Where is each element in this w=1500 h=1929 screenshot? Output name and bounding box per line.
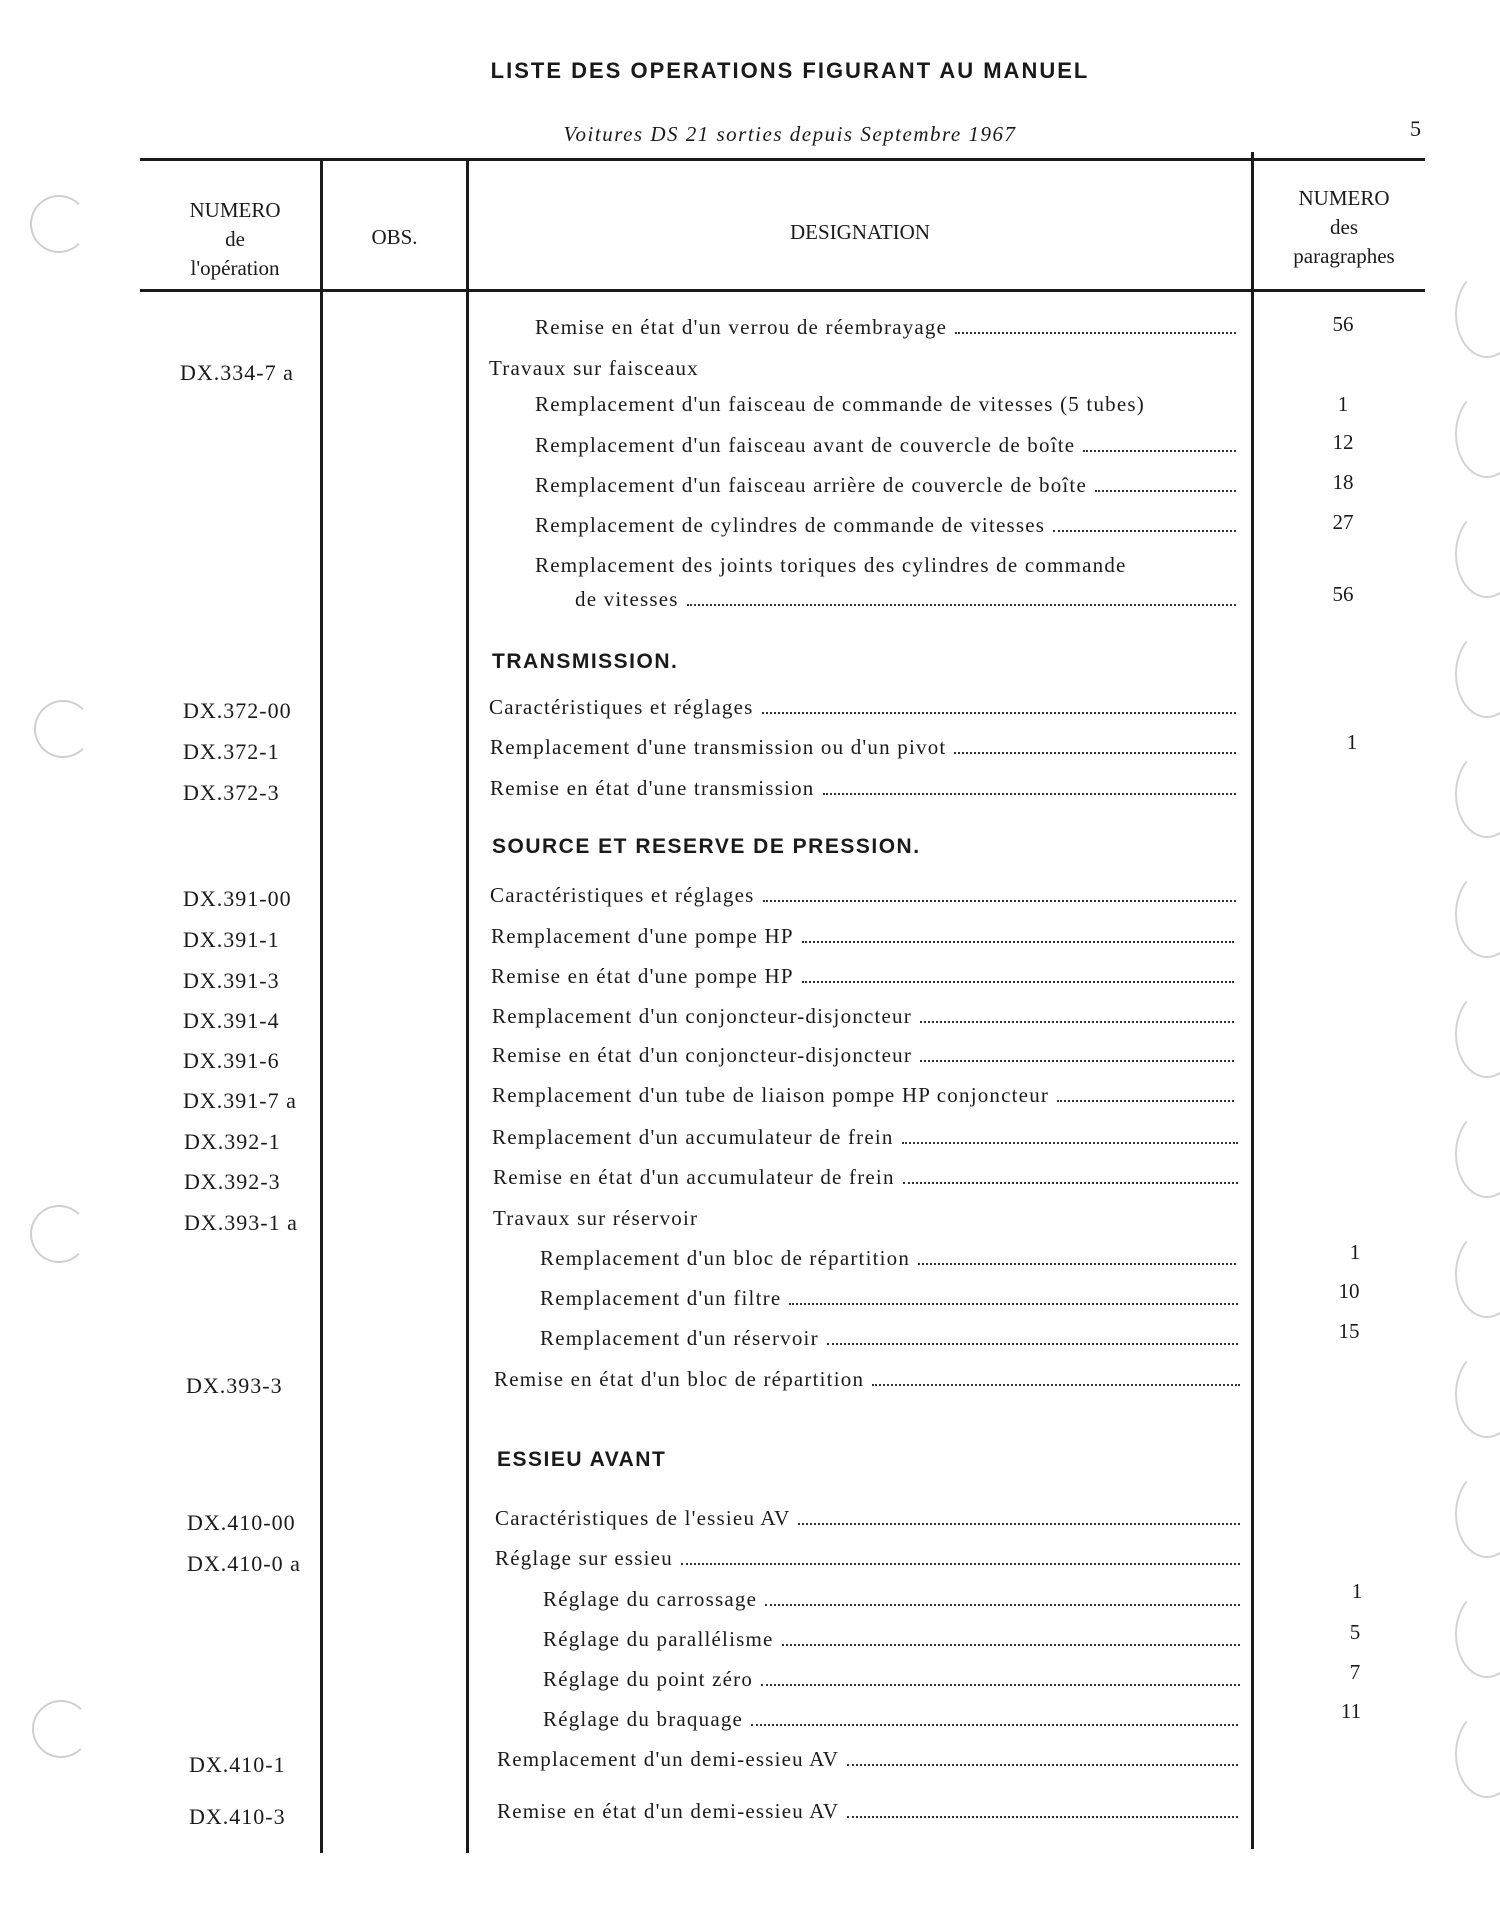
designation: Remise en état d'un demi-essieu AV: [497, 1799, 840, 1823]
designation: Remise en état d'une transmission: [490, 776, 815, 800]
designation: Réglage du braquage: [543, 1707, 744, 1731]
leader-dots: [789, 1303, 1238, 1305]
designation: Remplacement des joints toriques des cylindres de commande: [535, 553, 1127, 577]
operation-number: DX.392-3: [184, 1169, 281, 1194]
designation: Remplacement de cylindres de commande de vitesses: [535, 513, 1046, 537]
binder-hole: [1455, 630, 1500, 718]
header-operation-number: [150, 196, 320, 283]
binder-hole: [1455, 990, 1500, 1078]
operation-number: DX.391-3: [183, 968, 280, 993]
operation-number: DX.372-3: [183, 780, 280, 805]
paragraph-number: 56: [1332, 582, 1354, 606]
operation-number: DX.410-0 a: [187, 1551, 301, 1576]
table-row: [492, 1125, 1240, 1150]
operation-number: DX.393-3: [186, 1373, 283, 1398]
designation: Remplacement d'un bloc de répartition: [540, 1246, 911, 1270]
table-row: [575, 587, 1238, 612]
header-line: des: [1330, 215, 1358, 239]
table-row: [494, 1367, 1242, 1392]
operation-number: DX.392-1: [184, 1129, 281, 1154]
header-line: de: [225, 227, 245, 251]
table-row: [492, 1083, 1236, 1108]
designation: Travaux sur faisceaux: [489, 356, 699, 380]
leader-dots: [1057, 1100, 1234, 1102]
table-row: [489, 695, 1238, 720]
designation: Caractéristiques de l'essieu AV: [495, 1506, 791, 1530]
designation: Remise en état d'une pompe HP: [491, 964, 794, 988]
leader-dots: [920, 1021, 1234, 1023]
leader-dots: [761, 1684, 1240, 1686]
section-heading: SOURCE ET RESERVE DE PRESSION.: [492, 835, 921, 858]
table-row: [543, 1667, 1242, 1692]
table-row: [495, 1506, 1242, 1531]
leader-dots: [847, 1816, 1238, 1818]
header-obs: OBS.: [371, 225, 418, 249]
leader-dots: [1095, 490, 1236, 492]
section-heading: ESSIEU AVANT: [497, 1448, 667, 1471]
operation-number: DX.391-4: [183, 1008, 280, 1033]
table-row: [495, 1546, 1242, 1571]
table-row: [490, 735, 1238, 760]
leader-dots: [751, 1724, 1238, 1726]
binder-hole: [1455, 1230, 1500, 1318]
table-row: [492, 1004, 1236, 1029]
leader-dots: [802, 941, 1234, 943]
page-number: 5: [1410, 116, 1421, 141]
designation: Réglage du parallélisme: [543, 1627, 774, 1651]
binder-hole: [1455, 750, 1500, 838]
leader-dots: [872, 1384, 1240, 1386]
leader-dots: [1083, 450, 1236, 452]
binder-hole: [1455, 1590, 1500, 1678]
operation-number: DX.372-1: [183, 739, 280, 764]
table-row: [493, 1165, 1240, 1190]
leader-dots: [802, 981, 1234, 983]
table-row: [535, 315, 1238, 340]
header-line: paragraphes: [1293, 244, 1395, 268]
operation-number: DX.391-00: [183, 886, 292, 911]
header-line: NUMERO: [1298, 186, 1390, 210]
designation: Caractéristiques et réglages: [489, 695, 754, 719]
binder-hole: [1455, 270, 1500, 358]
designation: Remise en état d'un accumulateur de frein: [493, 1165, 895, 1189]
designation: Caractéristiques et réglages: [490, 883, 755, 907]
leader-dots: [955, 332, 1236, 334]
operation-number: DX.410-00: [187, 1510, 296, 1535]
column-divider: [466, 158, 469, 1853]
leader-dots: [902, 1142, 1238, 1144]
operation-number: DX.391-7 a: [183, 1088, 297, 1113]
leader-dots: [782, 1644, 1240, 1646]
table-row: [491, 964, 1236, 989]
header-line: NUMERO: [189, 198, 281, 222]
table-row: [543, 1587, 1242, 1612]
header-designation: DESIGNATION: [790, 220, 930, 244]
table-row: [543, 1707, 1240, 1732]
designation-continued: de vitesses: [575, 587, 679, 611]
leader-dots: [687, 604, 1236, 606]
paragraph-number: 56: [1332, 312, 1354, 336]
binder-hole: [1455, 1710, 1500, 1798]
designation: Remplacement d'un conjoncteur-disjoncteur: [492, 1004, 912, 1028]
designation: Travaux sur réservoir: [493, 1206, 699, 1230]
table-row: [490, 883, 1238, 908]
table-row: [535, 392, 1242, 417]
binder-hole: [1455, 1350, 1500, 1438]
designation: Remplacement d'une pompe HP: [491, 924, 794, 948]
operation-number: DX.391-6: [183, 1048, 280, 1073]
operation-number: DX.393-1 a: [184, 1210, 298, 1235]
table-top-rule: [140, 158, 1425, 161]
leader-dots: [903, 1182, 1238, 1184]
operation-number: DX.334-7 a: [180, 360, 294, 385]
binder-hole: [1455, 1470, 1500, 1558]
table-row: [540, 1286, 1240, 1311]
designation: Remplacement d'un faisceau avant de couvercle de boîte: [535, 433, 1076, 457]
operation-number: DX.391-1: [183, 927, 280, 952]
leader-dots: [954, 752, 1236, 754]
table-row: [492, 1043, 1236, 1068]
paragraph-number: 1: [1337, 392, 1349, 416]
designation: Remplacement d'un faisceau de commande de vitesses (5 tubes): [535, 392, 1145, 416]
designation: Remplacement d'un accumulateur de frein: [492, 1125, 894, 1149]
leader-dots: [827, 1343, 1238, 1345]
table-row: [543, 1627, 1242, 1652]
designation: Remplacement d'un demi-essieu AV: [497, 1747, 840, 1771]
binder-hole: [32, 1700, 90, 1758]
designation: Remplacement d'une transmission ou d'un pivot: [490, 735, 947, 759]
paragraph-number: 15: [1338, 1319, 1360, 1343]
table-row: [497, 1799, 1240, 1824]
paragraph-number: 12: [1332, 430, 1354, 454]
binder-hole: [34, 700, 92, 758]
table-header-rule: [140, 289, 1425, 292]
table-row: [535, 473, 1238, 498]
paragraph-number: 1: [1351, 1579, 1363, 1603]
column-divider: [320, 158, 323, 1853]
paragraph-number: 1: [1346, 730, 1358, 754]
table-row: [490, 776, 1238, 801]
leader-dots: [762, 712, 1237, 714]
designation: Remplacement d'un tube de liaison pompe HP conjoncteur: [492, 1083, 1050, 1107]
binder-hole: [1455, 870, 1500, 958]
designation: Remise en état d'un conjoncteur-disjoncteur: [492, 1043, 913, 1067]
designation: Remplacement d'un filtre: [540, 1286, 782, 1310]
designation: Remise en état d'un verrou de réembrayage: [535, 315, 948, 339]
paragraph-number: 11: [1340, 1699, 1362, 1723]
table-row: [535, 513, 1238, 538]
designation: Réglage sur essieu: [495, 1546, 673, 1570]
designation: Remplacement d'un réservoir: [540, 1326, 819, 1350]
designation: Remise en état d'un bloc de répartition: [494, 1367, 865, 1391]
leader-dots: [918, 1263, 1236, 1265]
designation: Réglage du carrossage: [543, 1587, 758, 1611]
leader-dots: [847, 1764, 1238, 1766]
paragraph-number: 18: [1332, 470, 1354, 494]
section-heading: TRANSMISSION.: [492, 650, 679, 673]
leader-dots: [823, 793, 1237, 795]
leader-dots: [1053, 530, 1236, 532]
leader-dots: [681, 1563, 1240, 1565]
page-subtitle: Voitures DS 21 sorties depuis Septembre 1967: [563, 122, 1017, 146]
paragraph-number: 27: [1332, 510, 1354, 534]
table-row: [535, 433, 1238, 458]
operation-number: DX.410-1: [189, 1752, 286, 1777]
designation: Réglage du point zéro: [543, 1667, 754, 1691]
paragraph-number: 10: [1338, 1279, 1360, 1303]
leader-dots: [798, 1523, 1240, 1525]
paragraph-number: 5: [1349, 1620, 1361, 1644]
header-paragraph-number: [1254, 184, 1434, 271]
table-row: [540, 1246, 1238, 1271]
header-line: l'opération: [190, 256, 280, 280]
operation-number: DX.410-3: [189, 1804, 286, 1829]
designation: Remplacement d'un faisceau arrière de couvercle de boîte: [535, 473, 1087, 497]
table-row: [497, 1747, 1240, 1772]
paragraph-number: 7: [1349, 1660, 1361, 1684]
leader-dots: [920, 1060, 1234, 1062]
binder-hole: [1455, 390, 1500, 478]
table-row: [491, 924, 1236, 949]
binder-hole: [1455, 510, 1500, 598]
leader-dots: [765, 1604, 1240, 1606]
table-row: [540, 1326, 1240, 1351]
leader-dots: [763, 900, 1237, 902]
operation-number: DX.372-00: [183, 698, 292, 723]
page-title: LISTE DES OPERATIONS FIGURANT AU MANUEL: [490, 58, 1090, 83]
paragraph-number: 1: [1349, 1240, 1361, 1264]
binder-hole: [30, 1205, 88, 1263]
binder-hole: [30, 195, 88, 253]
binder-hole: [1455, 1110, 1500, 1198]
